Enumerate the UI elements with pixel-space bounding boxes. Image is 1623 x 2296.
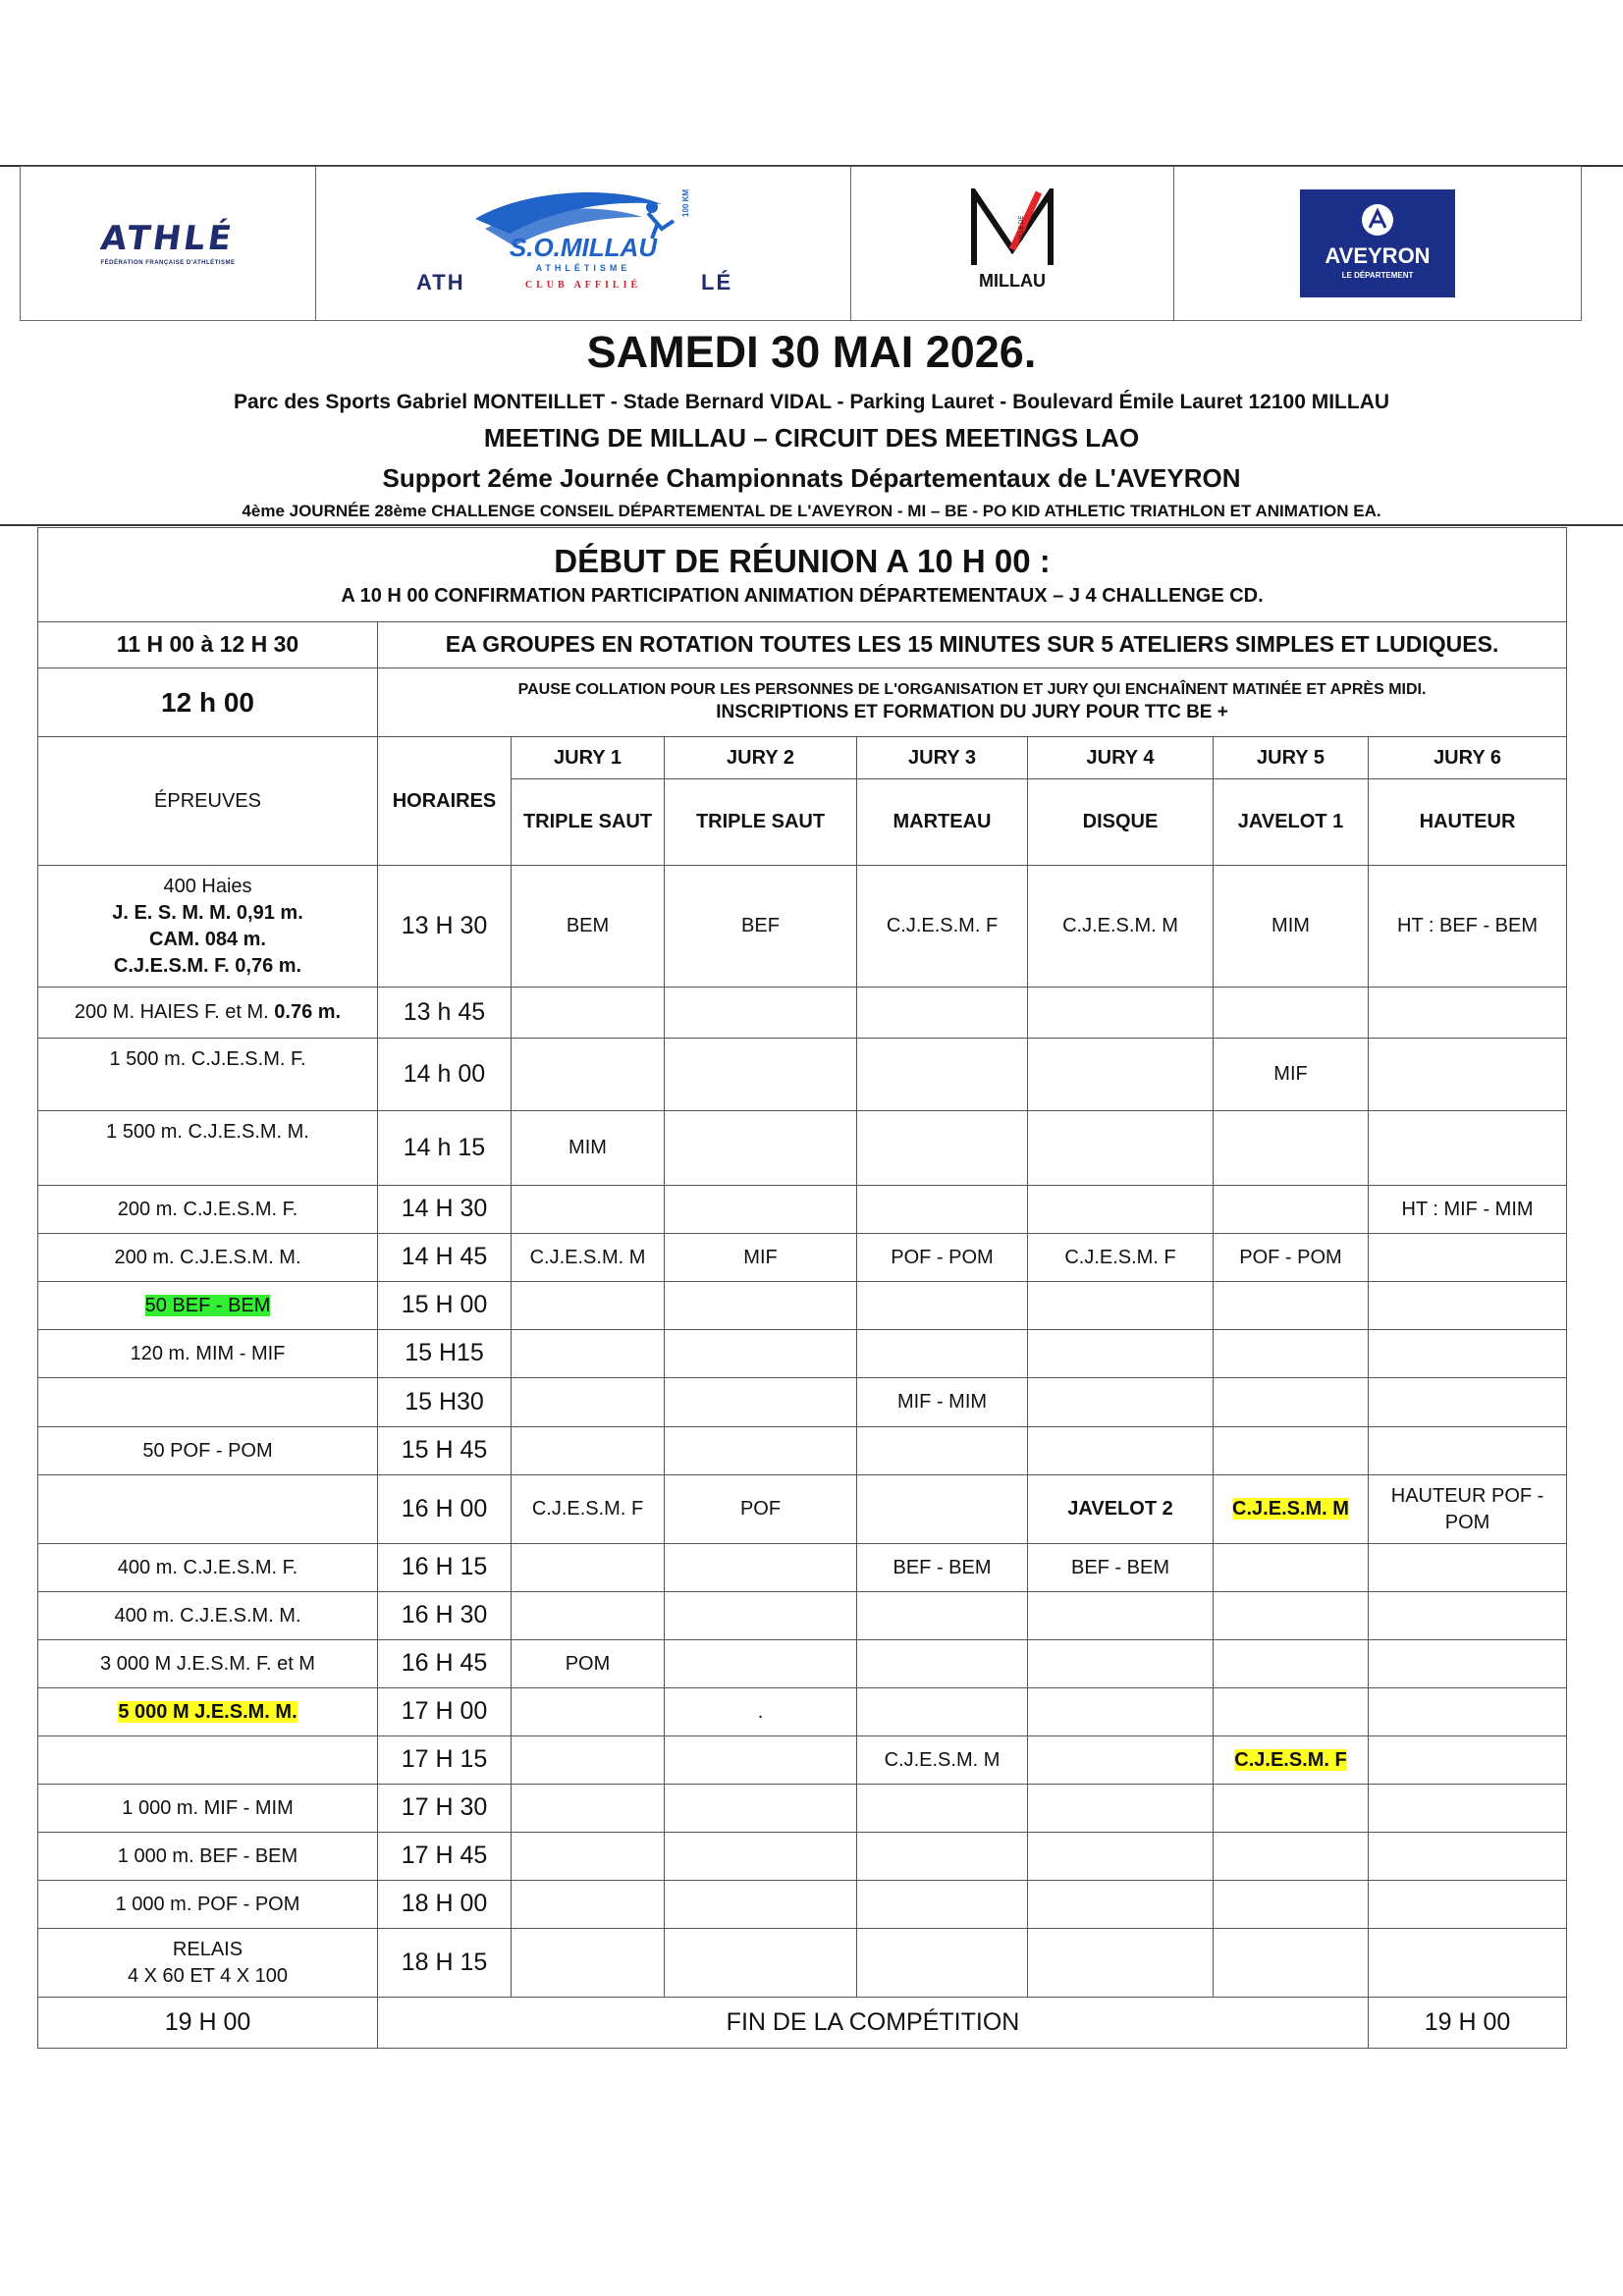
end-text: FIN DE LA COMPÉTITION <box>378 1998 1369 2049</box>
jury-cell <box>1028 1427 1214 1475</box>
jury-cell <box>857 1592 1028 1640</box>
table-row <box>38 1688 1567 1736</box>
ea-text: EA GROUPES EN ROTATION TOUTES LES 15 MINUTES SUR 5 ATELIERS SIMPLES ET LUDIQUES. <box>378 622 1567 668</box>
jury-cell <box>857 1186 1028 1234</box>
event-line: 4 X 60 ET 4 X 100 <box>127 1964 289 1987</box>
pause-row <box>38 668 1567 737</box>
event-cell: 200 m. C.J.E.S.M. F. <box>38 1186 378 1234</box>
event-cell <box>38 1736 378 1785</box>
jury-cell <box>1369 1592 1567 1640</box>
jury-cell <box>1369 1736 1567 1785</box>
time-cell: 15 H30 <box>378 1378 512 1427</box>
discipline-3: MARTEAU <box>857 779 1028 866</box>
table-row <box>38 988 1567 1039</box>
schedule-table <box>37 527 1567 2049</box>
jury-cell: POM <box>512 1640 665 1688</box>
jury-cell: BEF <box>665 866 857 988</box>
athle-logo-cell <box>21 167 316 321</box>
jury-cell: MIF - MIM <box>857 1378 1028 1427</box>
challenge-line: 4ème JOURNÉE 28ème CHALLENGE CONSEIL DÉPARTEMENTAL DE L'AVEYRON - MI – BE - PO KID ATHLETIC TRIATHLON ET ANIMATION EA. <box>242 502 1381 520</box>
jury-cell <box>1214 1640 1369 1688</box>
jury-cell <box>512 1688 665 1736</box>
meeting-title: MEETING DE MILLAU – CIRCUIT DES MEETINGS LAO <box>483 423 1140 453</box>
start-heading: DÉBUT DE RÉUNION A 10 H 00 : <box>554 542 1051 579</box>
jury-cell <box>512 1039 665 1111</box>
intro-row <box>38 528 1567 622</box>
jury-cell <box>1028 1736 1214 1785</box>
jury-cell <box>665 1881 857 1929</box>
event-cell: 120 m. MIM - MIF <box>38 1330 378 1378</box>
event-cell <box>38 1688 378 1736</box>
time-cell: 17 H 00 <box>378 1688 512 1736</box>
jury-cell <box>857 1785 1028 1833</box>
jury-cell: BEF - BEM <box>1028 1544 1214 1592</box>
pause-text: PAUSE COLLATION POUR LES PERSONNES DE L'ORGANISATION ET JURY QUI ENCHAÎNENT MATINÉE ET APRÈS MIDI. <box>517 680 1427 698</box>
event-cell: 50 POF - POM <box>38 1427 378 1475</box>
jury-cell: BEM <box>512 866 665 988</box>
jury-2-header: JURY 2 <box>665 737 857 779</box>
table-row <box>38 1592 1567 1640</box>
jury-cell <box>665 1427 857 1475</box>
jury-cell <box>1028 1640 1214 1688</box>
somillau-name: S.O.MILLAU <box>509 233 658 262</box>
jury-highlighted: C.J.E.S.M. M <box>1232 1498 1349 1520</box>
discipline-6: HAUTEUR <box>1369 779 1567 866</box>
athle-logo <box>98 218 238 266</box>
jury-cell <box>1214 1881 1369 1929</box>
jury-cell <box>665 1929 857 1998</box>
jury-cell <box>512 1378 665 1427</box>
athle-subtitle: FÉDÉRATION FRANÇAISE D'ATHLÉTISME <box>100 259 236 266</box>
jury-cell <box>1214 1929 1369 1998</box>
event-line: RELAIS <box>172 1938 243 1960</box>
jury-highlighted: C.J.E.S.M. F <box>1234 1748 1347 1771</box>
millau-m-icon <box>968 188 1056 269</box>
logo-strip <box>20 166 1582 321</box>
somillau-logo <box>416 189 750 297</box>
jury-cell <box>1369 1688 1567 1736</box>
somillau-sub2: CLUB AFFILIÉ <box>524 280 642 291</box>
jury-cell <box>665 1640 857 1688</box>
somillau-logo-cell <box>316 167 851 321</box>
aveyron-logo <box>1300 189 1455 297</box>
jury-cell <box>512 1929 665 1998</box>
event-cell <box>38 1282 378 1330</box>
jury-cell <box>512 1881 665 1929</box>
event-line: J. E. S. M. M. 0,91 m. <box>112 901 303 924</box>
jury-cell <box>857 1881 1028 1929</box>
time-cell: 16 H 15 <box>378 1544 512 1592</box>
jury-cell <box>1369 1282 1567 1330</box>
time-cell: 17 H 15 <box>378 1736 512 1785</box>
jury-cell: C.J.E.S.M. M <box>857 1736 1028 1785</box>
table-row <box>38 1640 1567 1688</box>
jury-header-row <box>38 737 1567 779</box>
table-row <box>38 1039 1567 1111</box>
jury-cell <box>665 1833 857 1881</box>
jury-cell: POF - POM <box>1214 1234 1369 1282</box>
event-cell: 1 000 m. BEF - BEM <box>38 1833 378 1881</box>
time-cell: 14 H 30 <box>378 1186 512 1234</box>
jury-cell <box>1369 1234 1567 1282</box>
jury-cell <box>1369 1929 1567 1998</box>
event-cell <box>38 866 378 988</box>
col-epreuves: ÉPREUVES <box>38 737 378 866</box>
jury-cell <box>512 1282 665 1330</box>
end-row <box>38 1998 1567 2049</box>
time-cell: 13 H 30 <box>378 866 512 988</box>
jury-cell <box>857 988 1028 1039</box>
ville-millau-logo-cell <box>851 167 1174 321</box>
jury-1-header: JURY 1 <box>512 737 665 779</box>
jury-6-header: JURY 6 <box>1369 737 1567 779</box>
confirm-line: A 10 H 00 CONFIRMATION PARTICIPATION ANIMATION DÉPARTEMENTAUX – J 4 CHALLENGE CD. <box>341 585 1264 608</box>
event-cell <box>38 1475 378 1544</box>
event-line: 400 Haies <box>163 875 252 897</box>
jury-cell <box>1214 1186 1369 1234</box>
ville-millau-logo <box>968 188 1056 298</box>
ea-time: 11 H 00 à 12 H 30 <box>38 622 378 668</box>
event-cell: 3 000 M J.E.S.M. F. et M <box>38 1640 378 1688</box>
jury-5-header: JURY 5 <box>1214 737 1369 779</box>
jury-cell <box>512 1833 665 1881</box>
table-row <box>38 1330 1567 1378</box>
aveyron-emblem-icon <box>1361 203 1394 237</box>
jury-cell <box>1214 1475 1369 1544</box>
table-row <box>38 1427 1567 1475</box>
jury-cell <box>1214 1688 1369 1736</box>
event-cell <box>38 988 378 1039</box>
somillau-km: 100 KM <box>681 188 690 217</box>
jury-cell <box>512 1544 665 1592</box>
event-text: 200 M. HAIES F. et M. <box>74 1001 275 1023</box>
jury-cell <box>1028 1111 1214 1186</box>
jury-cell: HAUTEUR POF - POM <box>1369 1475 1567 1544</box>
jury-cell: POF <box>665 1475 857 1544</box>
event-highlighted: 50 BEF - BEM <box>144 1294 271 1316</box>
jury-cell <box>665 1592 857 1640</box>
jury-cell <box>1369 988 1567 1039</box>
jury-cell <box>665 1186 857 1234</box>
jury-cell <box>512 1427 665 1475</box>
jury-cell <box>857 1039 1028 1111</box>
jury-cell <box>857 1833 1028 1881</box>
jury-cell <box>665 1282 857 1330</box>
jury-cell: C.J.E.S.M. M <box>1028 866 1214 988</box>
pause-time: 12 h 00 <box>38 668 378 737</box>
jury-cell: . <box>665 1688 857 1736</box>
jury-cell <box>665 988 857 1039</box>
jury-cell <box>1028 1785 1214 1833</box>
jury-cell: HT : MIF - MIM <box>1369 1186 1567 1234</box>
discipline-4: DISQUE <box>1028 779 1214 866</box>
jury-cell <box>1214 1833 1369 1881</box>
table-row <box>38 866 1567 988</box>
discipline-5: JAVELOT 1 <box>1214 779 1369 866</box>
jury-cell <box>1214 1736 1369 1785</box>
jury-cell <box>1214 1282 1369 1330</box>
end-time-right: 19 H 00 <box>1369 1998 1567 2049</box>
jury-cell <box>1028 1330 1214 1378</box>
time-cell: 14 H 45 <box>378 1234 512 1282</box>
event-cell: 1 500 m. C.J.E.S.M. M. <box>38 1111 378 1186</box>
table-row <box>38 1475 1567 1544</box>
time-cell: 18 H 00 <box>378 1881 512 1929</box>
jury-cell <box>512 1592 665 1640</box>
jury-cell <box>1369 1544 1567 1592</box>
jury-cell <box>857 1330 1028 1378</box>
jury-cell <box>857 1111 1028 1186</box>
jury-cell <box>1214 1378 1369 1427</box>
jury-cell <box>1214 1544 1369 1592</box>
jury-cell: MIF <box>1214 1039 1369 1111</box>
event-line: CAM. 084 m. <box>149 928 266 950</box>
jury-cell <box>665 1039 857 1111</box>
jury-cell: C.J.E.S.M. F <box>857 866 1028 988</box>
jury-cell <box>1214 1427 1369 1475</box>
address-line: Parc des Sports Gabriel MONTEILLET - Stade Bernard VIDAL - Parking Lauret - Boulevard Émile Lauret 12100 MILLAU <box>233 391 1390 413</box>
event-highlighted: 5 000 M J.E.S.M. M. <box>118 1700 298 1723</box>
jury-cell <box>1028 1186 1214 1234</box>
jury-cell: C.J.E.S.M. F <box>512 1475 665 1544</box>
event-cell: 1 000 m. POF - POM <box>38 1881 378 1929</box>
support-title: Support 2éme Journée Championnats Départementaux de L'AVEYRON <box>382 463 1241 493</box>
jury-cell <box>665 1378 857 1427</box>
jury-cell <box>1214 1592 1369 1640</box>
table-row <box>38 1785 1567 1833</box>
somillau-sub1: ATHLÉTISME <box>535 263 631 273</box>
aveyron-logo-cell <box>1174 167 1582 321</box>
ville-de-text: VILLE DE <box>1019 215 1025 241</box>
jury-cell <box>512 1186 665 1234</box>
jury-training-text: INSCRIPTIONS ET FORMATION DU JURY POUR TTC BE + <box>716 702 1228 723</box>
jury-cell <box>1369 1881 1567 1929</box>
event-line: C.J.E.S.M. F. 0,76 m. <box>113 954 302 977</box>
jury-cell <box>1214 1330 1369 1378</box>
jury-cell <box>1028 1378 1214 1427</box>
athle-wordmark: ATHLÉ <box>98 218 238 258</box>
ea-row <box>38 622 1567 668</box>
jury-cell <box>857 1427 1028 1475</box>
table-row <box>38 1111 1567 1186</box>
jury-cell: MIM <box>1214 866 1369 988</box>
time-cell: 15 H 00 <box>378 1282 512 1330</box>
discipline-2: TRIPLE SAUT <box>665 779 857 866</box>
jury-cell: BEF - BEM <box>857 1544 1028 1592</box>
event-cell: 400 m. C.J.E.S.M. F. <box>38 1544 378 1592</box>
jury-cell <box>1214 1111 1369 1186</box>
jury-cell <box>512 1736 665 1785</box>
aveyron-name: AVEYRON <box>1325 243 1431 268</box>
col-horaires: HORAIRES <box>378 737 512 866</box>
event-cell: 400 m. C.J.E.S.M. M. <box>38 1592 378 1640</box>
jury-cell <box>665 1544 857 1592</box>
time-cell: 17 H 30 <box>378 1785 512 1833</box>
jury-cell <box>857 1929 1028 1998</box>
jury-cell: MIM <box>512 1111 665 1186</box>
table-row <box>38 1736 1567 1785</box>
jury-cell <box>1369 1039 1567 1111</box>
time-cell: 14 h 00 <box>378 1039 512 1111</box>
jury-cell <box>1369 1833 1567 1881</box>
jury-cell <box>1028 1688 1214 1736</box>
table-row <box>38 1282 1567 1330</box>
time-cell: 13 h 45 <box>378 988 512 1039</box>
jury-cell <box>512 988 665 1039</box>
time-cell: 16 H 00 <box>378 1475 512 1544</box>
jury-cell: HT : BEF - BEM <box>1369 866 1567 988</box>
table-row <box>38 1186 1567 1234</box>
table-row <box>38 1378 1567 1427</box>
table-row <box>38 1881 1567 1929</box>
jury-cell <box>1369 1111 1567 1186</box>
millau-text: MILLAU <box>979 271 1046 291</box>
jury-cell <box>1028 988 1214 1039</box>
jury-cell <box>1028 1282 1214 1330</box>
jury-cell <box>857 1475 1028 1544</box>
jury-cell <box>1028 1881 1214 1929</box>
jury-cell <box>1028 1929 1214 1998</box>
jury-cell: C.J.E.S.M. M <box>512 1234 665 1282</box>
table-row <box>38 1544 1567 1592</box>
jury-cell <box>1028 1833 1214 1881</box>
time-cell: 15 H15 <box>378 1330 512 1378</box>
event-hurdle-height: 0.76 m. <box>274 1001 342 1023</box>
event-cell <box>38 1929 378 1998</box>
jury-cell <box>1369 1378 1567 1427</box>
time-cell: 15 H 45 <box>378 1427 512 1475</box>
time-cell: 17 H 45 <box>378 1833 512 1881</box>
page-title: SAMEDI 30 MAI 2026. <box>586 327 1037 377</box>
jury-cell: MIF <box>665 1234 857 1282</box>
jury-cell <box>1369 1427 1567 1475</box>
jury-cell <box>665 1736 857 1785</box>
time-cell: 14 h 15 <box>378 1111 512 1186</box>
discipline-1: TRIPLE SAUT <box>512 779 665 866</box>
jury-4-header: JURY 4 <box>1028 737 1214 779</box>
jury-cell: POF - POM <box>857 1234 1028 1282</box>
time-cell: 18 H 15 <box>378 1929 512 1998</box>
event-cell: 1 000 m. MIF - MIM <box>38 1785 378 1833</box>
event-cell <box>38 1378 378 1427</box>
end-time-left: 19 H 00 <box>38 1998 378 2049</box>
jury-cell <box>857 1688 1028 1736</box>
jury-3-header: JURY 3 <box>857 737 1028 779</box>
jury-cell <box>1369 1330 1567 1378</box>
jury-cell <box>512 1785 665 1833</box>
table-row <box>38 1234 1567 1282</box>
jury-cell <box>665 1330 857 1378</box>
jury-cell <box>1028 1592 1214 1640</box>
jury-cell <box>665 1111 857 1186</box>
time-cell: 16 H 30 <box>378 1592 512 1640</box>
jury-cell <box>1369 1785 1567 1833</box>
table-row <box>38 1833 1567 1881</box>
time-cell: 16 H 45 <box>378 1640 512 1688</box>
jury-cell <box>512 1330 665 1378</box>
aveyron-sub: LE DÉPARTEMENT <box>1341 271 1414 280</box>
somillau-side-right: LÉ <box>701 270 733 294</box>
event-cell: 200 m. C.J.E.S.M. M. <box>38 1234 378 1282</box>
jury-cell <box>1214 1785 1369 1833</box>
jury-cell <box>665 1785 857 1833</box>
somillau-side-left: ATH <box>416 270 465 294</box>
jury-cell <box>857 1640 1028 1688</box>
jury-cell <box>1214 988 1369 1039</box>
event-cell: 1 500 m. C.J.E.S.M. F. <box>38 1039 378 1111</box>
jury-cell <box>1369 1640 1567 1688</box>
jury-cell <box>857 1282 1028 1330</box>
jury-cell: JAVELOT 2 <box>1028 1475 1214 1544</box>
jury-cell <box>1028 1039 1214 1111</box>
table-row <box>38 1929 1567 1998</box>
jury-cell: C.J.E.S.M. F <box>1028 1234 1214 1282</box>
mid-rule <box>0 524 1623 526</box>
